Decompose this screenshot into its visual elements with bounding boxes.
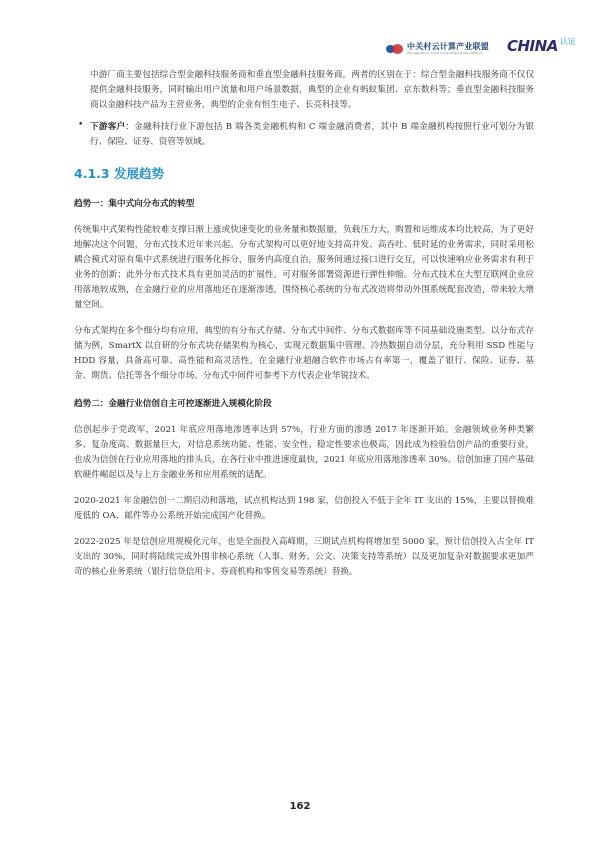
para-midstream: 中游厂商主要包括综合型金融科技服务商和垂直型金融科技服务商，两者的区别在于：综合型金融科技服务商不仅仅提供金融科技服务，同时输出用户流量和用户场景数据，典型的企业有蚂蚁集团、京东数科等；垂直型金融科技服务商以金融科技产品为主营业务，典型的企业有恒生电子、长亮科技等。	[90, 70, 534, 110]
cloud-logo-icon	[386, 44, 404, 54]
bullet-dot-icon: •	[78, 120, 84, 130]
bullet-text: ：金融科技行业下游包括 B 端各类金融机构和 C 端金融消费者，其中 B 端金融机构按照行业可划分为银行、保险、证券、资管等领域。	[90, 122, 534, 147]
china-rz-logo	[507, 36, 576, 55]
logo1-en: Zhongguancun Cloud Computing Industry Alliance	[407, 51, 483, 55]
bullet-downstream	[74, 120, 534, 150]
trend2-para3: 2022-2025 年是信创应用规模化元年，也是全面投入高峰期，三期试点机构将增加至 5000 家，预计信创投入占全年 IT 支出的 30%，同时将陆续完成外围非核心系统（人事、财务、公文、决策支持等系统）以及更加复杂对数据要求更加严苛的核心业务系统（银行信贷信用卡、券商机构和零售交易等系统）替换。	[74, 537, 534, 577]
trend1-title: 趋势一：集中式向分布式的转型	[74, 199, 195, 209]
page-number: 162	[289, 801, 311, 812]
trend2-para1: 信创起步于党政军，2021 年底应用落地渗透率达到 57%，行业方面的渗透 2017 年逐渐开始。金融领域业务种类繁多、复杂度高、数据量巨大，对信息系统功能、性能、安全性、稳定性要求也极高，因此成为检验信创产品的重要行业，也成为信创在行业应用落地的排头兵，在各行业中推进速度最快，2021 年底应用落地渗透率 30%。信创加速了国产基础软硬件崛起以及与上方金融业务和应用系统的适配。	[74, 425, 534, 480]
trend1-para2: 分布式架构在多个细分均有应用，典型的有分布式存储、分布式中间件、分布式数据库等不同基础设施类型。以分布式存储为例，SmartX 以自研的分布式块存储架构为核心，实现元数据集中管理、冷热数据自动分层，充分利用 SSD 性能与 HDD 容量，具备高可靠、高性能和高灵活性，在金融行业超融合软件市场占有率第一，覆盖了银行、保险、证券、基金、期货、信托等各个细分市场。分布式中间件可参考下方代表企业华锐技术。	[74, 326, 534, 381]
logo2-word: CHINA	[507, 37, 558, 55]
zgc-alliance-logo	[386, 42, 489, 55]
trend1-para1: 传统集中式架构性能较难支撑日渐上涨或快速变化的业务量和数据量，负载压力大，购置和运维成本均比较高，为了更好地解决这个问题，分布式技术近年来兴起。分布式架构可以更好地支持高并发、高吞吐、低时延的业务需求，同时采用松耦合模式对原有集中式系统进行服务化拆分，服务内高度自治，服务间通过接口进行交互，可以快速响应业务需求有利于业务的创新；此外分布式技术具有更加灵活的扩展性，可对服务部署资源进行弹性伸缩。分布式技术在大型互联网企业应用落地较成熟，在金融行业的应用落地还在逐渐渗透，围绕核心系统的分布式改造将带动外围系统配套改造，带来较大增量空间。	[74, 225, 534, 310]
logo2-seal: 认证	[559, 37, 576, 46]
bullet-label: 下游客户	[90, 122, 126, 132]
section-title: 4.1.3 发展趋势	[74, 166, 164, 181]
logo1-cn: 中关村云计算产业联盟	[407, 42, 489, 51]
trend2-title: 趋势二：金融行业信创自主可控逐渐进入规模化阶段	[74, 399, 272, 409]
page-header	[0, 0, 600, 62]
document-body	[74, 68, 534, 580]
trend2-para2: 2020-2021 年金融信创一二期启动和落地，试点机构达到 198 家，信创投入不低于全年 IT 支出的 15%，主要以替换难度低的 OA、邮件等办公系统开始完成国产化替换。	[74, 496, 535, 521]
